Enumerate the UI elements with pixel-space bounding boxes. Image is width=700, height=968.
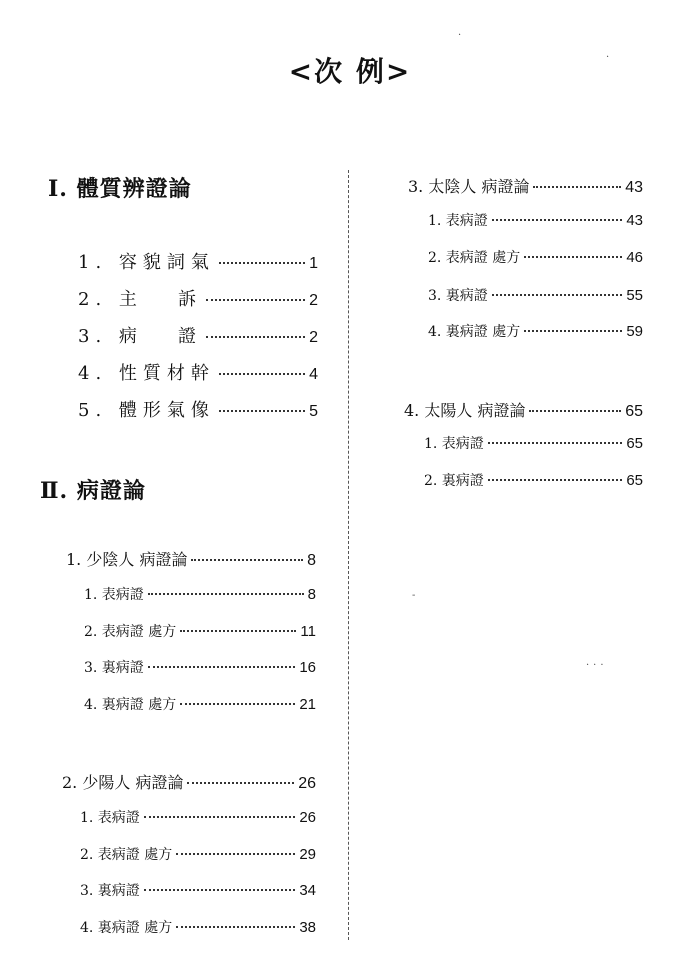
column-divider: [348, 170, 349, 940]
toc-entry-page: 65: [625, 403, 643, 420]
toc-entry-page: 11: [300, 623, 316, 640]
toc-entry-page: 38: [299, 919, 316, 936]
toc-entry-label: 4. 性質材幹: [78, 363, 215, 384]
toc-entry-page: 26: [298, 775, 316, 792]
toc-entry-page: 8: [307, 586, 316, 603]
leader-dots: [191, 559, 303, 561]
leader-dots: [488, 479, 623, 481]
toc-entry-label: 1. 少陰人 病證論: [66, 550, 188, 569]
toc-entry[interactable]: [78, 248, 318, 274]
toc-entry-page: 55: [626, 287, 643, 304]
leader-dots: [524, 256, 622, 258]
toc-entry[interactable]: [428, 285, 643, 305]
leader-dots: [492, 294, 623, 296]
toc-entry-page: 34: [299, 882, 316, 899]
toc-entry-page: 26: [299, 809, 316, 826]
leader-dots: [180, 630, 296, 632]
leader-dots: [148, 666, 296, 668]
toc-entry-page: 29: [299, 846, 316, 863]
toc-entry[interactable]: [80, 844, 316, 864]
toc-entry[interactable]: [428, 321, 643, 341]
toc-entry[interactable]: [78, 322, 318, 348]
toc-entry[interactable]: [428, 210, 643, 230]
toc-entry-page: 65: [626, 472, 643, 489]
leader-dots: [187, 782, 294, 784]
section-heading-1: Ⅰ. 體質辨證論: [48, 176, 192, 202]
scan-speck: ·: [606, 52, 610, 63]
toc-entry-label: 5. 體形氣像: [78, 400, 215, 421]
toc-entry-label: 4. 裏病證 處方: [428, 324, 521, 340]
toc-entry-label: 2. 少陽人 病證論: [62, 773, 184, 792]
toc-entry[interactable]: [78, 396, 318, 422]
toc-entry-label: 2. 表病證 處方: [84, 624, 177, 640]
scan-speck: ·: [458, 30, 462, 41]
leader-dots: [524, 330, 622, 332]
toc-entry-label: 4. 裏病證 處方: [80, 920, 173, 936]
toc-group-entry[interactable]: [404, 398, 643, 421]
leader-dots: [219, 262, 305, 264]
leader-dots: [533, 186, 621, 188]
leader-dots: [488, 442, 623, 444]
toc-group-entry[interactable]: [66, 547, 316, 570]
section-heading-2: Ⅱ. 病證論: [40, 478, 146, 504]
toc-group-entry[interactable]: [62, 770, 316, 793]
toc-entry[interactable]: [428, 247, 643, 267]
toc-entry-label: 4. 裏病證 處方: [84, 697, 177, 713]
toc-entry-label: 1. 表病證: [84, 587, 144, 603]
leader-dots: [144, 889, 296, 891]
toc-entry-page: 59: [626, 323, 643, 340]
toc-entry-page: 5: [309, 403, 318, 420]
leader-dots: [176, 926, 295, 928]
leader-dots: [180, 703, 295, 705]
toc-entry-label: 2. 主 訴: [78, 289, 203, 310]
toc-entry-page: 43: [626, 212, 643, 229]
leader-dots: [176, 853, 295, 855]
scan-speck: ···: [586, 660, 608, 671]
toc-group-entry[interactable]: [408, 174, 643, 197]
toc-entry-label: 1. 表病證: [80, 810, 140, 826]
toc-entry[interactable]: [84, 584, 316, 604]
leader-dots: [206, 336, 305, 338]
leader-dots: [148, 593, 304, 595]
toc-entry-label: 3. 裏病證: [84, 660, 144, 676]
leader-dots: [219, 373, 305, 375]
toc-entry[interactable]: [78, 359, 318, 385]
toc-entry-page: 46: [626, 249, 643, 266]
toc-entry[interactable]: [80, 917, 316, 937]
leader-dots: [219, 410, 305, 412]
toc-entry-label: 4. 太陽人 病證論: [404, 401, 526, 420]
leader-dots: [492, 219, 623, 221]
page-title: <次 例>: [288, 55, 412, 88]
toc-entry-label: 3. 太陰人 病證論: [408, 177, 530, 196]
toc-entry-label: 3. 病 證: [78, 326, 203, 347]
toc-entry-label: 1. 表病證: [428, 213, 488, 229]
toc-entry-label: 2. 表病證 處方: [80, 847, 173, 863]
toc-entry-label: 2. 裏病證: [424, 473, 484, 489]
toc-entry-page: 16: [299, 659, 316, 676]
toc-entry[interactable]: [84, 621, 316, 641]
toc-entry-label: 3. 裏病證: [80, 883, 140, 899]
toc-entry-page: 8: [307, 552, 316, 569]
toc-entry[interactable]: [78, 285, 318, 311]
toc-entry-label: 3. 裏病證: [428, 288, 488, 304]
toc-entry-page: 2: [309, 329, 318, 346]
toc-entry[interactable]: [84, 657, 316, 677]
leader-dots: [206, 299, 305, 301]
toc-entry-page: 21: [299, 696, 316, 713]
toc-entry-label: 2. 表病證 處方: [428, 250, 521, 266]
toc-entry-page: 65: [626, 435, 643, 452]
toc-entry-page: 1: [309, 255, 318, 272]
scan-speck: -: [412, 590, 416, 601]
toc-entry-label: 1. 表病證: [424, 436, 484, 452]
toc-entry[interactable]: [424, 470, 643, 490]
leader-dots: [144, 816, 296, 818]
toc-entry[interactable]: [424, 433, 643, 453]
toc-entry-page: 4: [309, 366, 318, 383]
toc-entry-page: 43: [625, 179, 643, 196]
toc-entry[interactable]: [84, 694, 316, 714]
toc-entry-page: 2: [309, 292, 318, 309]
toc-entry-label: 1. 容貌詞氣: [78, 252, 215, 273]
toc-entry[interactable]: [80, 880, 316, 900]
toc-entry[interactable]: [80, 807, 316, 827]
leader-dots: [529, 410, 621, 412]
